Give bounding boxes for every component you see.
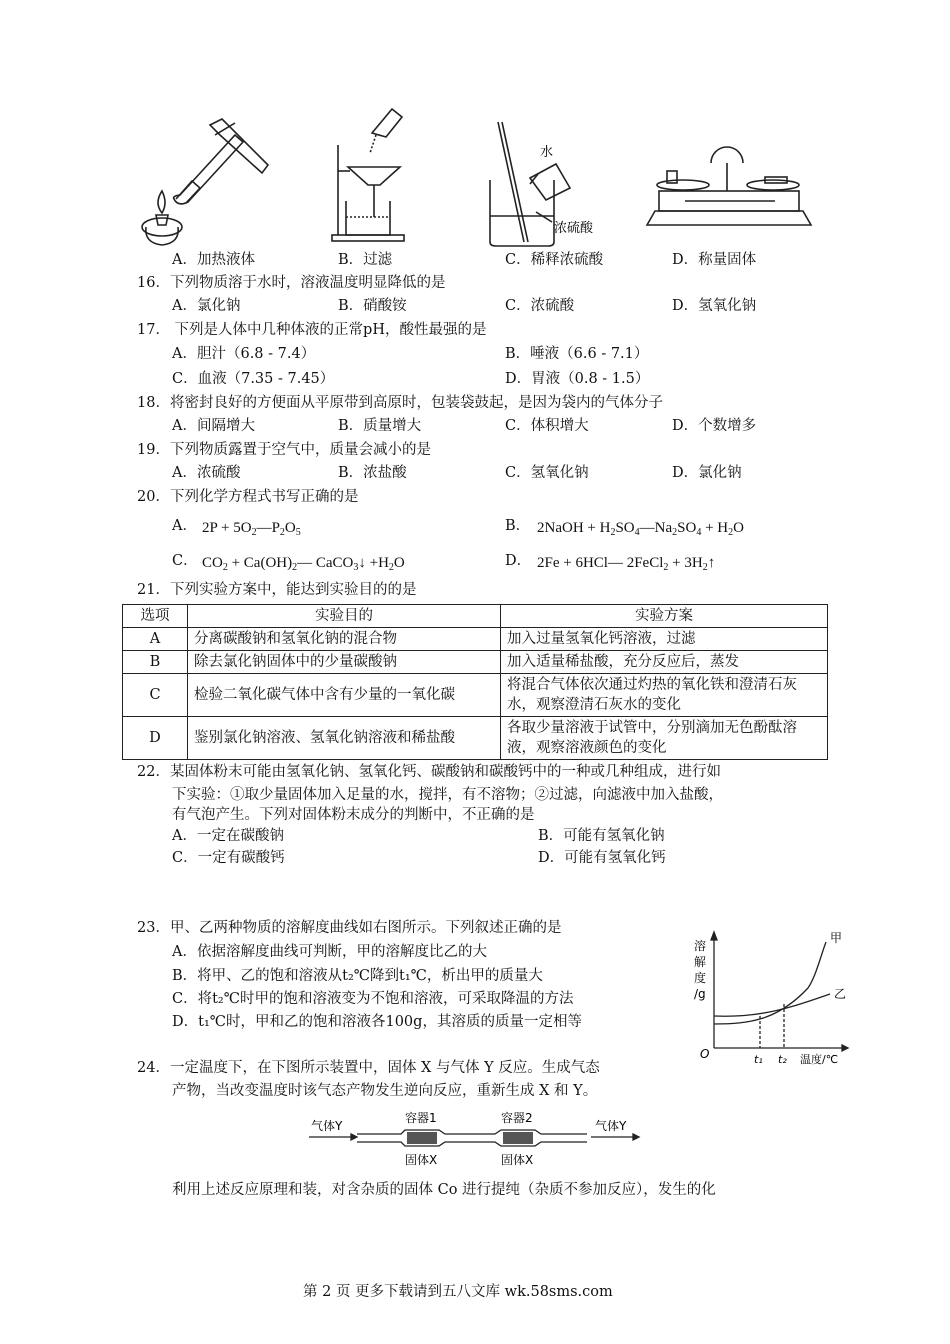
balance-apparatus-icon bbox=[645, 145, 815, 230]
y-label-1: 溶 bbox=[694, 939, 707, 953]
acid-label: 浓硫酸 bbox=[554, 221, 594, 236]
q15-option-d: D．称量固体 bbox=[672, 252, 757, 268]
q23-option-c: C．将t₂℃时甲的饱和溶液变为不饱和溶液，可采取降温的方法 bbox=[172, 991, 574, 1007]
t2-label: t₂ bbox=[778, 1053, 787, 1066]
q16-option-c: C．浓硫酸 bbox=[505, 298, 575, 314]
container1-label: 容器1 bbox=[405, 1111, 437, 1125]
q17-option-d: D．胃液（0.8 - 1.5） bbox=[505, 371, 650, 387]
q23-stem: 23．甲、乙两种物质的溶解度曲线如右图所示。下列叙述正确的是 bbox=[137, 920, 562, 936]
experiment-table bbox=[122, 604, 828, 760]
q22-option-a: A．一定在碳酸钠 bbox=[172, 828, 284, 844]
solid-x-sample-1 bbox=[407, 1132, 437, 1144]
q20-letter-d: D． bbox=[505, 553, 532, 569]
y-label-2: 解 bbox=[694, 955, 707, 969]
q21-stem: 21．下列实验方案中，能达到实验目的的是 bbox=[137, 582, 417, 598]
table-row bbox=[123, 651, 828, 674]
water-label: 水 bbox=[540, 145, 554, 160]
q17-option-a: A．胆汁（6.8 - 7.4） bbox=[172, 346, 316, 362]
q19-option-b: B．浓盐酸 bbox=[338, 465, 407, 481]
solubility-graph bbox=[690, 928, 870, 1076]
gas-out-label: 气体Y bbox=[595, 1119, 627, 1133]
q18-option-b: B．质量增大 bbox=[338, 418, 422, 434]
table-cell: 分离碳酸钠和氢氧化钠的混合物 bbox=[188, 628, 501, 651]
q19-option-d: D．氯化钠 bbox=[672, 465, 742, 481]
q18-option-d: D．个数增多 bbox=[672, 418, 757, 434]
table-cell: 各取少量溶液于试管中，分别滴加无色酚酞溶液，观察溶液颜色的变化 bbox=[501, 717, 828, 760]
q17-option-c: C．血液（7.35 - 7.45） bbox=[172, 371, 335, 387]
x-axis-label: 温度/℃ bbox=[800, 1053, 839, 1066]
q22-option-b: B．可能有氢氧化钠 bbox=[538, 828, 665, 844]
q20-equation-d: 2Fe + 6HCl— 2FeCl$_2$ + $3H_2↑$ bbox=[537, 555, 716, 573]
table-cell: A bbox=[123, 628, 188, 651]
q22-line-1: 22．某固体粉末可能由氢氧化钠、氢氧化钙、碳酸钠和碳酸钙中的一种或几种组成，进行如 bbox=[137, 764, 721, 780]
y-label-4: /g bbox=[694, 987, 706, 1001]
q23-option-a: A．依据溶解度曲线可判断，甲的溶解度比乙的大 bbox=[172, 944, 487, 960]
table-row bbox=[123, 628, 828, 651]
table-cell: 加入过量氢氧化钙溶液，过滤 bbox=[501, 628, 828, 651]
solid-x-sample-2 bbox=[503, 1132, 533, 1144]
q22-line-3: 有气泡产生。下列对固体粉末成分的判断中，不正确的是 bbox=[172, 807, 535, 823]
q24-tail: 利用上述反应原理和装，对含杂质的固体 Co 进行提纯（杂质不参加反应），发生的化 bbox=[172, 1182, 716, 1198]
gas-in-label: 气体Y bbox=[311, 1119, 343, 1133]
q24-line-1: 24．一定温度下，在下图所示装置中，固体 X 与气体 Y 反应。生成气态 bbox=[137, 1060, 600, 1076]
table-header: 选项 bbox=[123, 605, 188, 628]
q20-letter-c: C． bbox=[172, 553, 198, 569]
q15-option-c: C．稀释浓硫酸 bbox=[505, 252, 604, 268]
q19-option-c: C．氢氧化钠 bbox=[505, 465, 589, 481]
heating-liquid-apparatus-icon bbox=[140, 115, 280, 250]
curve-jia-label: 甲 bbox=[830, 931, 843, 945]
q20-equation-c: $CO_2$ + $Ca(OH)_2—$ CaCO$_3$↓ $+H_2O$ bbox=[202, 555, 405, 573]
solid1-label: 固体X bbox=[405, 1153, 438, 1167]
q18-option-c: C．体积增大 bbox=[505, 418, 589, 434]
q15-option-a: A．加热液体 bbox=[172, 252, 255, 268]
q16-option-a: A．氯化钠 bbox=[172, 298, 241, 314]
q18-option-a: A．间隔增大 bbox=[172, 418, 255, 434]
table-cell: 将混合气体依次通过灼热的氧化铁和澄清石灰水，观察澄清石灰水的变化 bbox=[501, 674, 828, 717]
q23-option-b: B．将甲、乙的饱和溶液从t₂℃降到t₁℃，析出甲的质量大 bbox=[172, 968, 543, 984]
q22-option-d: D．可能有氢氧化钙 bbox=[538, 850, 666, 866]
table-cell: 除去氯化钠固体中的少量碳酸钠 bbox=[188, 651, 501, 674]
origin-label: O bbox=[700, 1047, 710, 1061]
q20-letter-b: B． bbox=[505, 518, 531, 534]
q19-stem: 19．下列物质露置于空气中，质量会减小的是 bbox=[137, 442, 431, 458]
q20-equation-b: 2NaOH + $H_2SO_4—Na_2SO_4 + H_2O$ bbox=[537, 520, 744, 538]
table-row bbox=[123, 674, 828, 717]
curve-yi-label: 乙 bbox=[834, 987, 847, 1001]
table-cell: 加入适量稀盐酸，充分反应后，蒸发 bbox=[501, 651, 828, 674]
table-cell: 检验二氧化碳气体中含有少量的一氧化碳 bbox=[188, 674, 501, 717]
table-header: 实验方案 bbox=[501, 605, 828, 628]
q20-equation-a: $2P + 5O_2—P_2O_5$ bbox=[202, 520, 301, 538]
q15-option-b: B．过滤 bbox=[338, 252, 393, 268]
filtration-apparatus-icon bbox=[330, 105, 410, 245]
q23-option-d: D．t₁℃时，甲和乙的饱和溶液各100g，其溶质的质量一定相等 bbox=[172, 1014, 582, 1030]
q24-line-2: 产物，当改变温度时该气态产物发生逆向反应，重新生成 X 和 Y。 bbox=[172, 1083, 598, 1099]
q17-stem: 17． 下列是人体中几种体液的正常pH，酸性最强的是 bbox=[137, 322, 487, 338]
container2-label: 容器2 bbox=[501, 1111, 533, 1125]
y-label-3: 度 bbox=[694, 971, 707, 985]
table-header: 实验目的 bbox=[188, 605, 501, 628]
curve-yi bbox=[714, 994, 830, 1016]
dilute-sulfuric-acid-apparatus-icon bbox=[488, 118, 608, 250]
q22-option-c: C．一定有碳酸钙 bbox=[172, 850, 285, 866]
table-cell: B bbox=[123, 651, 188, 674]
table-cell: 鉴别氯化钠溶液、氢氧化钠溶液和稀盐酸 bbox=[188, 717, 501, 760]
q16-option-b: B．硝酸铵 bbox=[338, 298, 407, 314]
q19-option-a: A．浓硫酸 bbox=[172, 465, 241, 481]
t1-label: t₁ bbox=[754, 1053, 763, 1066]
reaction-apparatus-diagram bbox=[305, 1108, 645, 1172]
q16-stem: 16．下列物质溶于水时，溶液温度明显降低的是 bbox=[137, 275, 446, 291]
table-cell: D bbox=[123, 717, 188, 760]
table-row bbox=[123, 717, 828, 760]
q17-option-b: B．唾液（6.6 - 7.1） bbox=[505, 346, 649, 362]
table-cell: C bbox=[123, 674, 188, 717]
q20-stem: 20．下列化学方程式书写正确的是 bbox=[137, 489, 359, 505]
solid2-label: 固体X bbox=[501, 1153, 534, 1167]
q22-line-2: 下实验：①取少量固体加入足量的水，搅拌，有不溶物；②过滤，向滤液中加入盐酸， bbox=[172, 787, 723, 803]
q18-stem: 18．将密封良好的方便面从平原带到高原时，包装袋鼓起，是因为袋内的气体分子 bbox=[137, 395, 663, 411]
q16-option-d: D．氢氧化钠 bbox=[672, 298, 757, 314]
page-footer: 第 2 页 更多下载请到五八文库 wk.58sms.com bbox=[303, 1284, 613, 1300]
q20-letter-a: A． bbox=[172, 518, 197, 534]
